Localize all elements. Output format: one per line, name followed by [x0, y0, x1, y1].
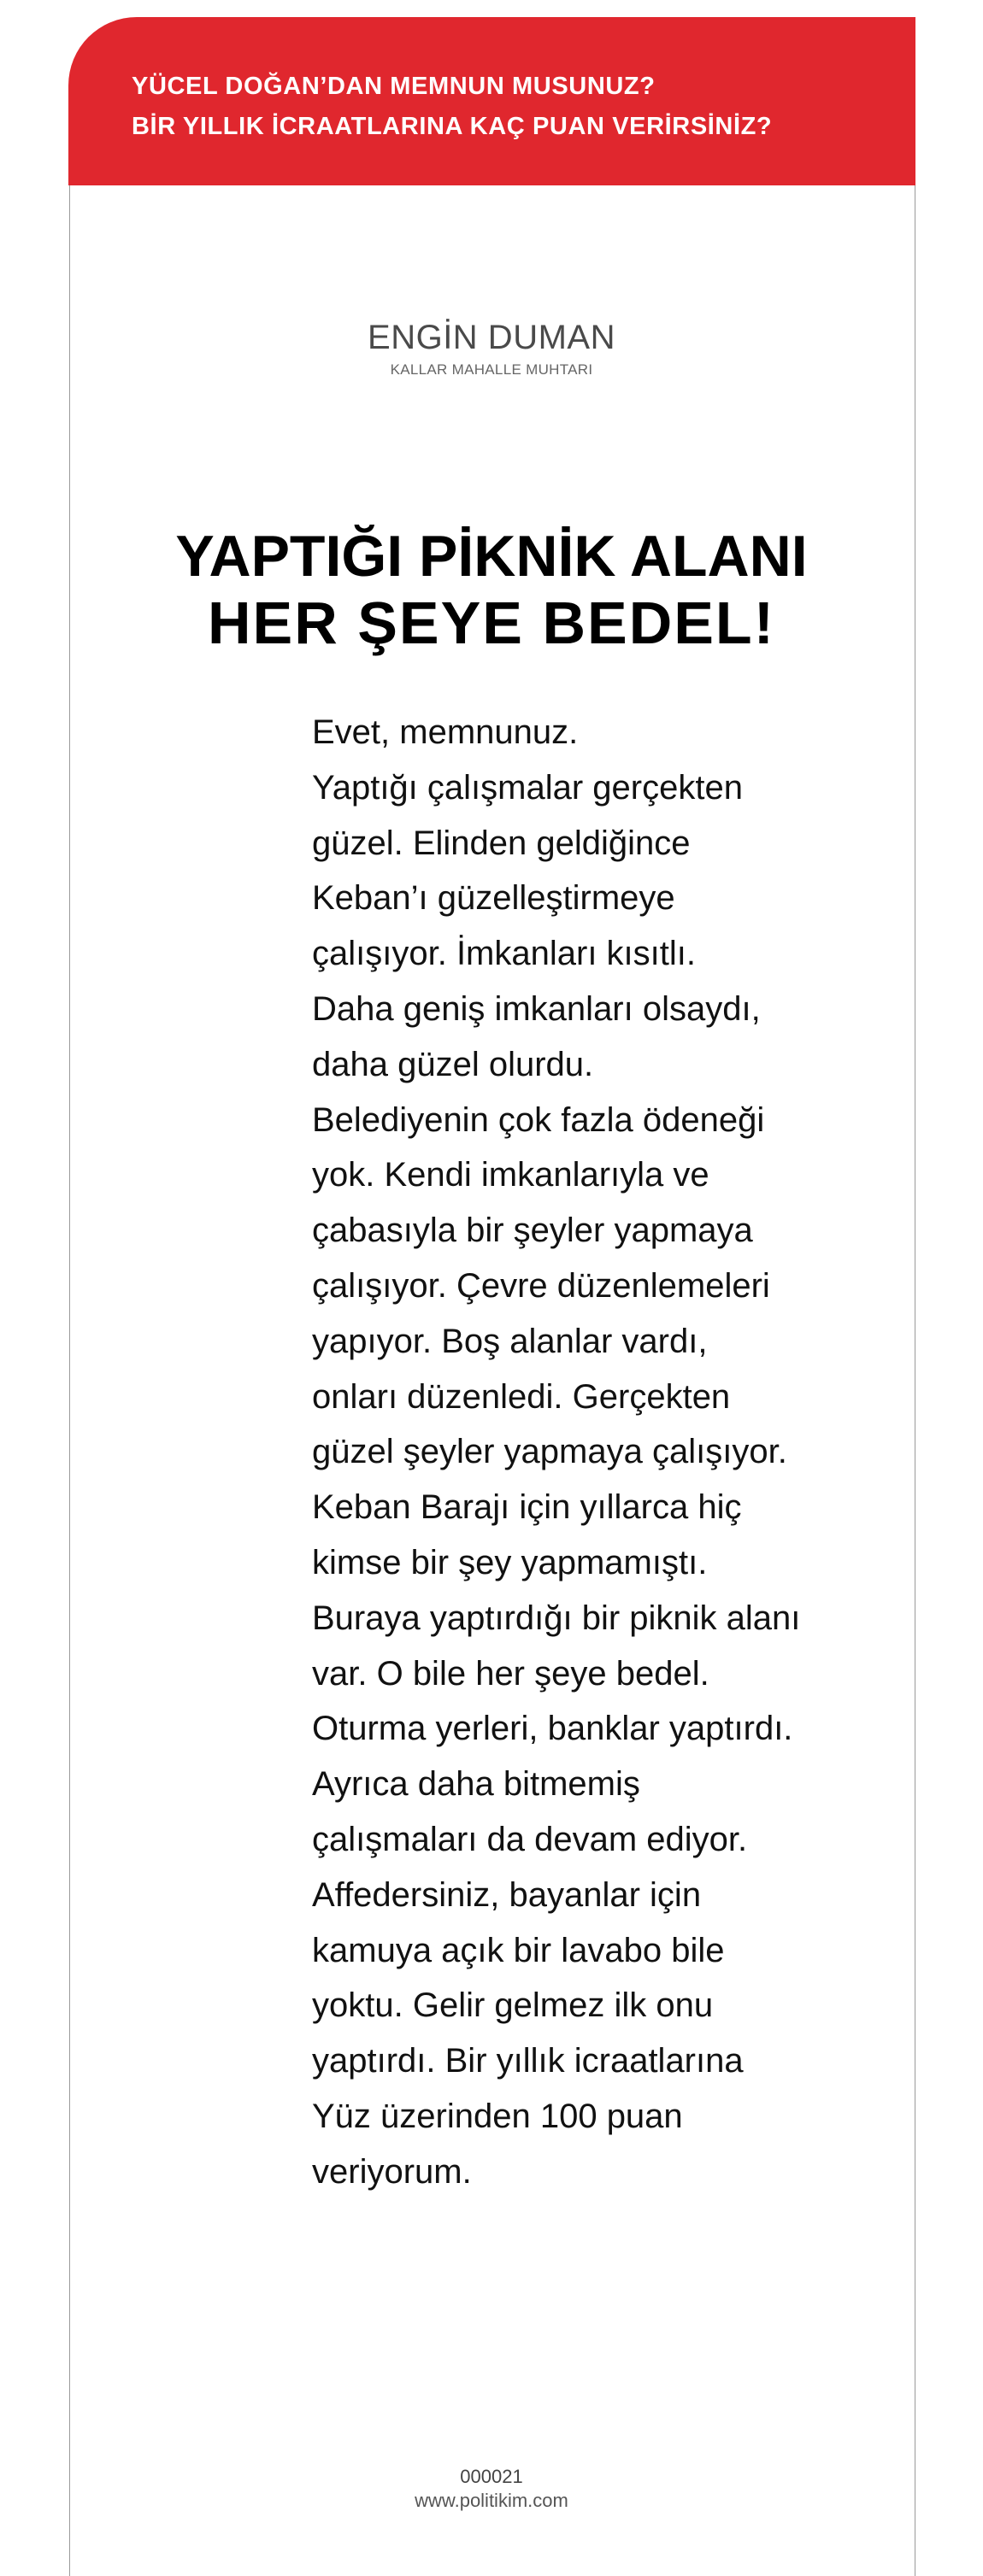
headline-line-1: YAPTIĞI PİKNİK ALANI — [175, 524, 808, 589]
body-line: yaptırdı. Bir yıllık icraatlarına — [312, 2042, 744, 2080]
header-banner — [68, 17, 915, 185]
body-line: yoktu. Gelir gelmez ilk onu — [312, 1986, 714, 2025]
website-url: www.politikim.com — [415, 2490, 568, 2511]
article-body — [312, 705, 825, 2200]
body-line: çalışmaları da devam ediyor. — [312, 1820, 748, 1858]
person-name: ENGİN DUMAN — [368, 319, 615, 356]
body-line: Evet, memnunuz. — [312, 713, 579, 751]
page-code: 000021 — [460, 2466, 523, 2487]
body-line: Oturma yerleri, banklar yaptırdı. — [312, 1710, 793, 1748]
body-line: Belediyenin çok fazla ödeneği — [312, 1100, 765, 1139]
body-line: Daha geniş imkanları olsaydı, — [312, 989, 761, 1028]
body-line: kamuya açık bir lavabo bile — [312, 1931, 725, 1969]
banner-question-line-1: YÜCEL DOĞAN’DAN MEMNUN MUSUNUZ? — [132, 73, 656, 100]
body-line: var. O bile her şeye bedel. — [312, 1654, 709, 1693]
body-line: kimse bir şey yapmamıştı. — [312, 1543, 708, 1581]
body-line: yapıyor. Boş alanlar vardı, — [312, 1322, 708, 1360]
body-line: daha güzel olurdu. — [312, 1045, 594, 1083]
person-role: KALLAR MAHALLE MUHTARI — [390, 361, 593, 378]
body-line: Yaptığı çalışmalar gerçekten — [312, 768, 743, 807]
body-line: Buraya yaptırdığı bir piknik alanı — [312, 1599, 801, 1637]
article-headline — [0, 523, 983, 656]
body-line: onları düzenledi. Gerçekten — [312, 1377, 731, 1416]
body-line: güzel şeyler yapmaya çalışıyor. — [312, 1433, 787, 1471]
body-line: yok. Kendi imkanlarıyla ve — [312, 1156, 709, 1194]
body-line: Keban Barajı için yıllarca hiç — [312, 1488, 742, 1527]
page-footer — [0, 2465, 983, 2513]
body-line: Ayrıca daha bitmemiş — [312, 1765, 640, 1804]
body-line: güzel. Elinden geldiğince — [312, 824, 691, 862]
banner-question-line-2: BİR YILLIK İCRAATLARINA KAÇ PUAN VERİRSİNİZ? — [132, 113, 773, 140]
body-line: Yüz üzerinden 100 puan — [312, 2097, 683, 2135]
body-line: çalışıyor. İmkanları kısıtlı. — [312, 935, 697, 973]
headline-line-2: HER ŞEYE BEDEL! — [208, 590, 775, 656]
body-line: çalışıyor. Çevre düzenlemeleri — [312, 1266, 770, 1305]
body-line: çabasıyla bir şeyler yapmaya — [312, 1212, 753, 1250]
person-info — [0, 318, 983, 379]
body-line: Keban’ı güzelleştirmeye — [312, 879, 675, 918]
body-line: Affedersiniz, bayanlar için — [312, 1875, 702, 1914]
body-line: veriyorum. — [312, 2152, 472, 2191]
